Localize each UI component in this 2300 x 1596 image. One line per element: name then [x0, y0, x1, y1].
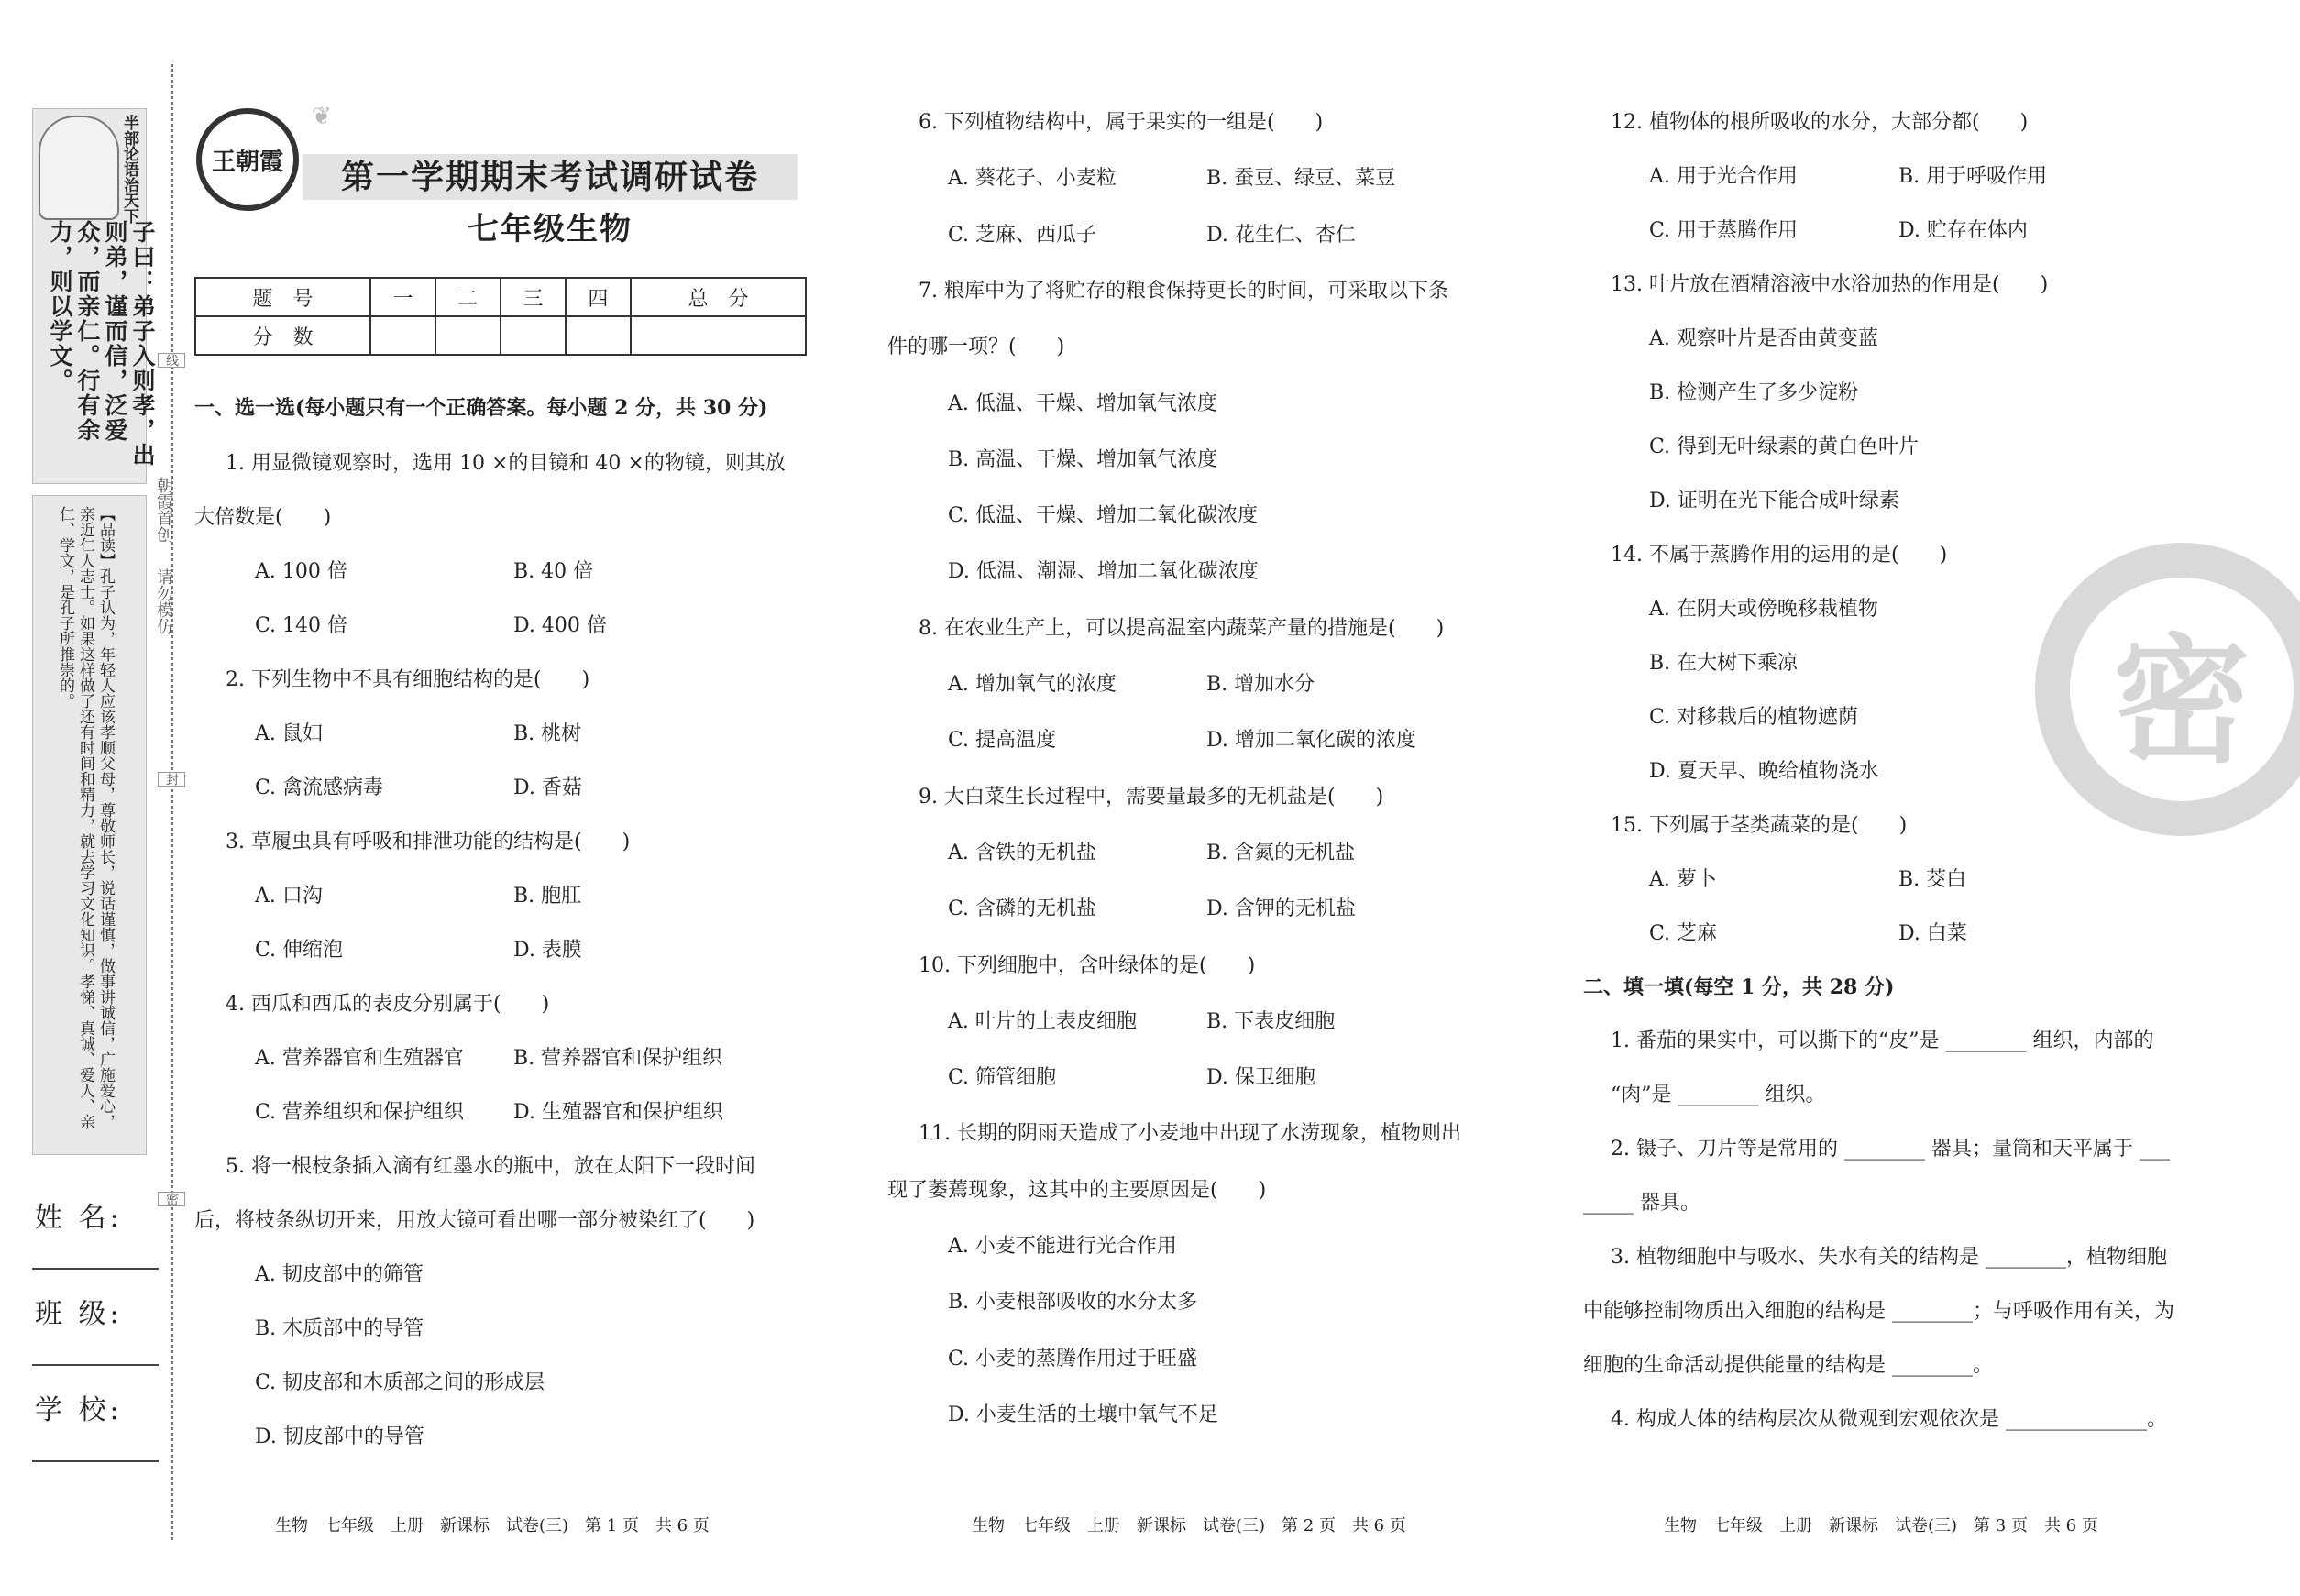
- option: D. 证明在光下能合成叶绿素: [1649, 490, 1899, 512]
- option: C. 芝麻、西瓜子: [948, 223, 1097, 247]
- section-2-heading: 二、填一填(每空 1 分，共 28 分): [1583, 975, 1895, 999]
- footer-page-3: 生物 七年级 上册 新课标 试卷(三) 第 3 页 共 6 页: [1664, 1516, 2098, 1535]
- question-text: 中能够控制物质出入细胞的结构是 ________；与呼吸作用有关，为: [1583, 1300, 2174, 1323]
- option: C. 芝麻: [1649, 922, 1718, 945]
- option: B. 用于呼吸作用: [1898, 165, 2048, 188]
- option: C. 禽流感病毒: [255, 776, 384, 799]
- question-text: 4. 西瓜和西瓜的表皮分别属于( ): [226, 993, 550, 1016]
- cell: 三: [501, 278, 566, 316]
- option: B. 40 倍: [513, 560, 594, 583]
- option: A. 韧皮部中的筛管: [255, 1263, 424, 1286]
- cell: 二: [435, 278, 501, 316]
- score-cell[interactable]: [566, 316, 631, 355]
- secret-watermark: 密: [2035, 543, 2300, 836]
- option: C. 伸缩泡: [255, 939, 344, 962]
- option: C. 对移栽后的植物遮荫: [1649, 706, 1859, 729]
- option: C. 提高温度: [948, 729, 1057, 753]
- name-label: 姓 名:: [35, 1202, 123, 1234]
- section-1-heading: 一、选一选(每小题只有一个正确答案。每小题 2 分，共 30 分): [194, 396, 768, 420]
- exam-title: 第一学期期末考试调研试卷: [340, 158, 759, 196]
- question-text: _____ 器具。: [1583, 1192, 1700, 1215]
- question-text: 15. 下列属于茎类蔬菜的是( ): [1611, 814, 1908, 837]
- option: C. 得到无叶绿素的黄白色叶片: [1649, 435, 1920, 458]
- option: D. 低温、潮湿、增加二氧化碳浓度: [948, 560, 1259, 584]
- option: B. 木质部中的导管: [255, 1317, 424, 1340]
- option: A. 观察叶片是否由黄变蓝: [1649, 327, 1878, 350]
- option: B. 检测产生了多少淀粉: [1649, 381, 1859, 404]
- question-text: 9. 大白菜生长过程中，需要量最多的无机盐是( ): [919, 785, 1384, 809]
- option: C. 韧皮部和木质部之间的形成层: [255, 1371, 545, 1394]
- question-text: 大倍数是( ): [194, 506, 332, 529]
- cell: 总 分: [631, 278, 806, 316]
- cell: 一: [370, 278, 435, 316]
- option: A. 小麦不能进行光合作用: [948, 1235, 1177, 1258]
- question-text: 3. 植物细胞中与吸水、失水有关的结构是 ________，植物细胞: [1611, 1246, 2167, 1269]
- score-header-row: [195, 278, 806, 316]
- motto: 半部论语治天下: [120, 115, 138, 224]
- option: D. 韧皮部中的导管: [255, 1425, 424, 1448]
- name-field[interactable]: [32, 1268, 159, 1270]
- school-label: 学 校:: [35, 1394, 123, 1426]
- option: B. 桃树: [513, 722, 582, 745]
- cartoon-icon: [39, 116, 119, 220]
- footer-page-2: 生物 七年级 上册 新课标 试卷(三) 第 2 页 共 6 页: [972, 1516, 1406, 1535]
- option: C. 筛管细胞: [948, 1066, 1057, 1090]
- exam-subtitle: 七年级生物: [468, 211, 633, 248]
- option: C. 营养组织和保护组织: [255, 1101, 465, 1124]
- option: A. 鼠妇: [255, 722, 323, 745]
- option: A. 低温、干燥、增加氧气浓度: [948, 391, 1217, 415]
- option: D. 含钾的无机盐: [1206, 897, 1356, 921]
- school-field[interactable]: [32, 1460, 159, 1462]
- option: B. 小麦根部吸收的水分太多: [948, 1291, 1198, 1315]
- option: A. 萝卜: [1649, 868, 1717, 891]
- footer-page-1: 生物 七年级 上册 新课标 试卷(三) 第 1 页 共 6 页: [275, 1516, 710, 1535]
- option: B. 营养器官和保护组织: [513, 1047, 723, 1070]
- score-cell[interactable]: [501, 316, 566, 355]
- fold-mark-secret: 密: [158, 1192, 185, 1206]
- cell: 题 号: [195, 278, 370, 316]
- fold-mark-seal: 封: [158, 772, 185, 787]
- score-cell[interactable]: [631, 316, 806, 355]
- question-text: 12. 植物体的根所吸收的水分，大部分都( ): [1611, 111, 2029, 134]
- question-text: 6. 下列植物结构中，属于果实的一组是( ): [919, 111, 1324, 134]
- option: C. 小麦的蒸腾作用过于旺盛: [948, 1347, 1198, 1370]
- question-text: 2. 下列生物中不具有细胞结构的是( ): [226, 668, 590, 691]
- score-value-row: [195, 316, 806, 355]
- confucius-quote: 子曰：弟子入则孝，出则弟，谨而信，泛爱众，而亲仁。行有余力，则以学文。: [47, 220, 156, 468]
- question-text: 1. 用显微镜观察时，选用 10 ×的目镜和 40 ×的物镜，则其放: [226, 452, 786, 475]
- fold-note-2: 请勿模仿: [154, 568, 173, 634]
- reading-text: 【品读】孔子认为，年轻人应该孝顺父母，尊敬师长，说话谨慎，做事讲诚信，广施爱心，亲近仁人志士。如果这样做了还有时间和精力，就去学习文化知识。孝悌、真诚、爱人、亲仁、学文，是孔子所推崇的。: [56, 506, 115, 1129]
- option: B. 增加水分: [1206, 673, 1315, 696]
- cell: 四: [566, 278, 631, 316]
- option: B. 茭白: [1898, 868, 1967, 891]
- option: A. 口沟: [255, 885, 323, 908]
- option: D. 小麦生活的土壤中氧气不足: [948, 1403, 1218, 1426]
- question-text: 8. 在农业生产上，可以提高温室内蔬菜产量的措施是( ): [919, 616, 1445, 640]
- question-text: 现了萎蔫现象，这其中的主要原因是( ): [887, 1178, 1267, 1202]
- question-text: 1. 番茄的果实中，可以撕下的“皮”是 ________ 组织，内部的: [1611, 1029, 2154, 1052]
- question-text: 10. 下列细胞中，含叶绿体的是( ): [919, 953, 1256, 977]
- question-text: 2. 镊子、刀片等是常用的 ________ 器具；量筒和天平属于 ___: [1611, 1138, 2170, 1161]
- score-cell[interactable]: [370, 316, 435, 355]
- question-text: 件的哪一项？( ): [887, 336, 1065, 359]
- option: C. 140 倍: [255, 614, 348, 637]
- ribbon-icon: ❦: [312, 103, 332, 130]
- option: A. 100 倍: [255, 560, 347, 583]
- option: D. 生殖器官和保护组织: [513, 1101, 723, 1124]
- option: B. 胞肛: [513, 885, 582, 908]
- option: A. 含铁的无机盐: [948, 841, 1096, 864]
- option: D. 白菜: [1898, 922, 1967, 945]
- option: D. 表膜: [513, 939, 582, 962]
- class-field[interactable]: [32, 1364, 159, 1366]
- option: D. 保卫细胞: [1206, 1066, 1315, 1090]
- option: D. 增加二氧化碳的浓度: [1206, 729, 1416, 753]
- question-text: 5. 将一根枝条插入滴有红墨水的瓶中，放在太阳下一段时间: [226, 1155, 755, 1178]
- fold-note-1: 朝霞首创: [154, 477, 173, 543]
- option: D. 贮存在体内: [1898, 219, 2028, 242]
- question-text: 14. 不属于蒸腾作用的运用的是( ): [1611, 544, 1948, 567]
- option: A. 在阴天或傍晚移栽植物: [1649, 598, 1878, 621]
- option: B. 下表皮细胞: [1206, 1009, 1336, 1033]
- option: C. 用于蒸腾作用: [1649, 219, 1799, 242]
- option: A. 用于光合作用: [1649, 165, 1798, 188]
- question-text: “肉”是 ________ 组织。: [1611, 1084, 1826, 1106]
- option: B. 在大树下乘凉: [1649, 652, 1799, 675]
- option: B. 高温、干燥、增加氧气浓度: [948, 447, 1218, 471]
- question-text: 7. 粮库中为了将贮存的粮食保持更长的时间，可采取以下条: [919, 279, 1448, 303]
- question-text: 13. 叶片放在酒精溶液中水浴加热的作用是( ): [1611, 273, 2049, 296]
- question-text: 3. 草履虫具有呼吸和排泄功能的结构是( ): [226, 831, 631, 853]
- question-text: 11. 长期的阴雨天造成了小麦地中出现了水涝现象，植物则出: [919, 1122, 1461, 1146]
- option: C. 低温、干燥、增加二氧化碳浓度: [948, 504, 1259, 528]
- option: A. 增加氧气的浓度: [948, 673, 1117, 696]
- option: D. 香菇: [513, 776, 582, 799]
- question-text: 细胞的生命活动提供能量的结构是 ________。: [1583, 1354, 1993, 1377]
- option: B. 蚕豆、绿豆、菜豆: [1206, 167, 1396, 191]
- option: C. 含磷的无机盐: [948, 897, 1097, 921]
- fold-mark-line: 线: [158, 353, 185, 368]
- fold-line: [171, 64, 173, 1540]
- score-table: [194, 277, 807, 356]
- option: B. 含氮的无机盐: [1206, 841, 1356, 864]
- option: A. 葵花子、小麦粒: [948, 167, 1117, 191]
- option: A. 叶片的上表皮细胞: [948, 1009, 1137, 1033]
- option: D. 夏天早、晚给植物浇水: [1649, 760, 1879, 783]
- option: D. 400 倍: [513, 614, 607, 637]
- question-text: 后，将枝条纵切开来，用放大镜可看出哪一部分被染红了( ): [194, 1209, 755, 1232]
- logo-seal: 王朝霞: [196, 108, 299, 211]
- question-text: 4. 构成人体的结构层次从微观到宏观依次是 ______________。: [1611, 1408, 2167, 1431]
- cell: 分 数: [195, 316, 370, 355]
- class-label: 班 级:: [35, 1298, 123, 1330]
- option: D. 花生仁、杏仁: [1206, 223, 1356, 247]
- score-cell[interactable]: [435, 316, 501, 355]
- option: A. 营养器官和生殖器官: [255, 1047, 464, 1070]
